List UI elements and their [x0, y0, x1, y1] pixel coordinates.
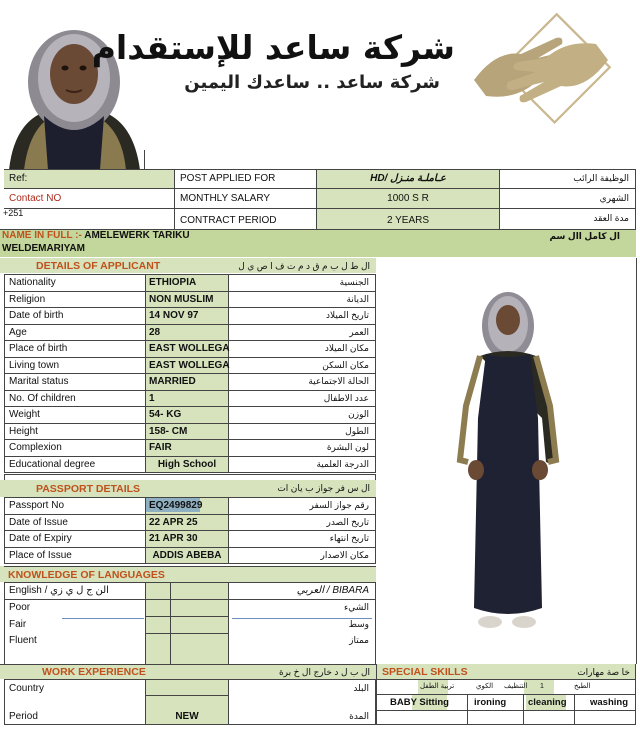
passport-value-2: 21 APR 30 — [149, 533, 198, 544]
applicant-value-9: 158- CM — [149, 425, 188, 437]
level-poor-ar: الشيء — [343, 602, 369, 612]
applicant-label-ar-7: عدد الاطفال — [323, 392, 369, 403]
applicant-label-1: Religion — [9, 293, 46, 305]
applicant-label-ar-10: لون البشرة — [326, 442, 369, 452]
ref-label: Ref: — [9, 173, 28, 184]
skill-ar-4: الطبخ — [574, 683, 591, 690]
applicant-label-ar-5: مكان السكن — [322, 359, 369, 370]
helping-hands-logo-icon — [466, 10, 616, 130]
skills-section-title-ar: خا صة مهارات — [577, 667, 630, 677]
passport-label-ar-1: تاريخ الصدر — [326, 516, 369, 527]
skill-baby-sitting: BABY Sitting — [390, 697, 449, 708]
work-period-value: NEW — [175, 711, 199, 722]
applicant-table — [0, 274, 376, 474]
salary-value: 1000 S R — [387, 193, 429, 204]
passport-section-title: PASSPORT DETAILS — [36, 483, 141, 495]
languages-table — [0, 582, 376, 664]
contract-label-ar: مدة العقد — [593, 213, 629, 223]
applicant-label-3: Age — [9, 326, 27, 338]
applicant-value-3: 28 — [149, 326, 161, 338]
skill-ar-3: 1 — [540, 683, 544, 690]
full-body-photo — [450, 288, 566, 640]
contact-label: Contact NO — [9, 193, 62, 204]
skill-ar-2: التنظيف — [504, 683, 528, 690]
applicant-section-title-ar: ال ط ل ب م ق د م ت ف ا ص ي ل — [238, 261, 370, 271]
skill-ironing: ironing — [474, 697, 507, 708]
applicant-label-ar-9: الطول — [345, 425, 369, 436]
passport-label-ar-3: مكان الاصدار — [320, 549, 369, 560]
company-slogan: شركة ساعد .. ساعدك اليمين — [184, 72, 440, 93]
applicant-value-11: High School — [157, 458, 217, 470]
applicant-label-0: Nationality — [9, 277, 56, 288]
applicant-value-0: ETHIOPIA — [149, 277, 197, 288]
level-poor: Poor — [9, 602, 31, 613]
language-english: English / الن ج ل ي زي — [9, 585, 109, 596]
salary-label: MONTHLY SALARY — [180, 193, 271, 204]
applicant-value-4: EAST WOLLEGA — [149, 343, 230, 354]
skill-cleaning: cleaning — [528, 697, 567, 708]
applicant-label-ar-1: الديانة — [346, 293, 369, 304]
applicant-label-10: Complexion — [9, 442, 62, 453]
post-label: POST APPLIED FOR — [180, 173, 276, 184]
passport-value-0: EQ2499829 — [149, 500, 203, 511]
passport-label-ar-2: تاريخ انتهاء — [329, 533, 369, 543]
skills-section-title: SPECIAL SKILLS — [382, 666, 468, 678]
applicant-label-ar-6: الحالة الاجتماعية — [308, 376, 369, 386]
work-table — [0, 679, 376, 725]
company-name: شركة ساعد للإستقدام — [91, 28, 455, 67]
work-section-title: WORK EXPERIENCE — [42, 666, 146, 678]
level-fair: Fair — [9, 619, 27, 630]
name-label: NAME IN FULL :- AMELEWERK TARIKU — [2, 230, 190, 241]
work-section-title-ar: ال ب ل د خارج ال خ برة — [278, 667, 370, 677]
applicant-label-ar-0: الجنسية — [339, 277, 369, 287]
salary-label-ar: الشهري — [599, 193, 629, 203]
applicant-value-2: 14 NOV 97 — [149, 310, 199, 321]
phone-prefix: +251 — [3, 208, 24, 218]
applicant-value-1: NON MUSLIM — [149, 293, 214, 305]
applicant-value-6: MARRIED — [149, 376, 196, 387]
work-period-label: Period — [9, 711, 38, 722]
applicant-label-8: Weight — [9, 409, 40, 420]
skill-washing: washing — [590, 697, 629, 708]
passport-label-3: Place of Issue — [9, 549, 72, 561]
applicant-label-6: Marital status — [9, 376, 69, 387]
level-fluent: Fluent — [9, 635, 37, 646]
post-label-ar: الوظيفة الرائب — [573, 173, 629, 183]
level-fluent-ar: ممتاز — [349, 635, 369, 645]
applicant-label-11: Educational degree — [9, 458, 96, 470]
passport-value-1: 22 APR 25 — [149, 516, 198, 528]
applicant-label-ar-3: العمر — [349, 326, 369, 337]
languages-section-title: KNOWLEDGE OF LANGUAGES — [8, 569, 165, 581]
skill-ar-1: الكوي — [476, 683, 494, 690]
applicant-value-7: 1 — [149, 392, 155, 404]
language-arabic: BIBARA / العربي — [296, 585, 369, 596]
passport-label-2: Date of Expiry — [9, 533, 72, 544]
name-last: WELDEMARIYAM — [2, 243, 85, 254]
applicant-label-ar-2: تاريخ الميلاد — [326, 310, 369, 320]
top-info-table — [0, 169, 640, 231]
contract-value: 2 YEARS — [386, 215, 430, 226]
passport-value-3: ADDIS ABEBA — [152, 549, 222, 561]
level-fair-ar: وسط — [348, 619, 369, 629]
work-country-label: Country — [9, 683, 45, 694]
applicant-label-ar-11: الدرجة العلمية — [316, 458, 369, 469]
passport-label-ar-0: رقم جواز السفر — [309, 500, 369, 510]
passport-label-0: Passport No — [9, 500, 65, 511]
applicant-label-5: Living town — [9, 359, 60, 371]
applicant-value-8: 54- KG — [149, 409, 182, 420]
applicant-label-ar-8: الوزن — [348, 409, 369, 419]
applicant-section-title: DETAILS OF APPLICANT — [36, 260, 161, 272]
applicant-label-9: Height — [9, 425, 38, 437]
passport-section-title-ar: ال س فر جواز ب يان ات — [277, 483, 370, 493]
header — [0, 0, 640, 170]
applicant-value-10: FAIR — [149, 442, 172, 453]
skill-ar-0: تربية الطفل — [420, 683, 455, 690]
applicant-label-ar-4: مكان الميلاد — [324, 343, 369, 353]
applicant-label-4: Place of birth — [9, 343, 68, 354]
name-label-ar: ال كامل اال سم — [549, 231, 620, 241]
passport-table — [0, 497, 376, 564]
work-country-label-ar: البلد — [353, 683, 369, 693]
applicant-value-5: EAST WOLLEGA — [149, 359, 230, 371]
post-value: HD/ عـاملـة منـزل — [370, 173, 446, 184]
name-first: AMELEWERK TARIKU — [84, 230, 190, 241]
applicant-label-7: No. Of children — [9, 392, 76, 404]
work-period-label-ar: المدة — [349, 711, 369, 721]
applicant-label-2: Date of birth — [9, 310, 64, 321]
passport-label-1: Date of Issue — [9, 516, 68, 528]
contract-label: CONTRACT PERIOD — [180, 215, 277, 226]
skills-table — [376, 679, 636, 725]
